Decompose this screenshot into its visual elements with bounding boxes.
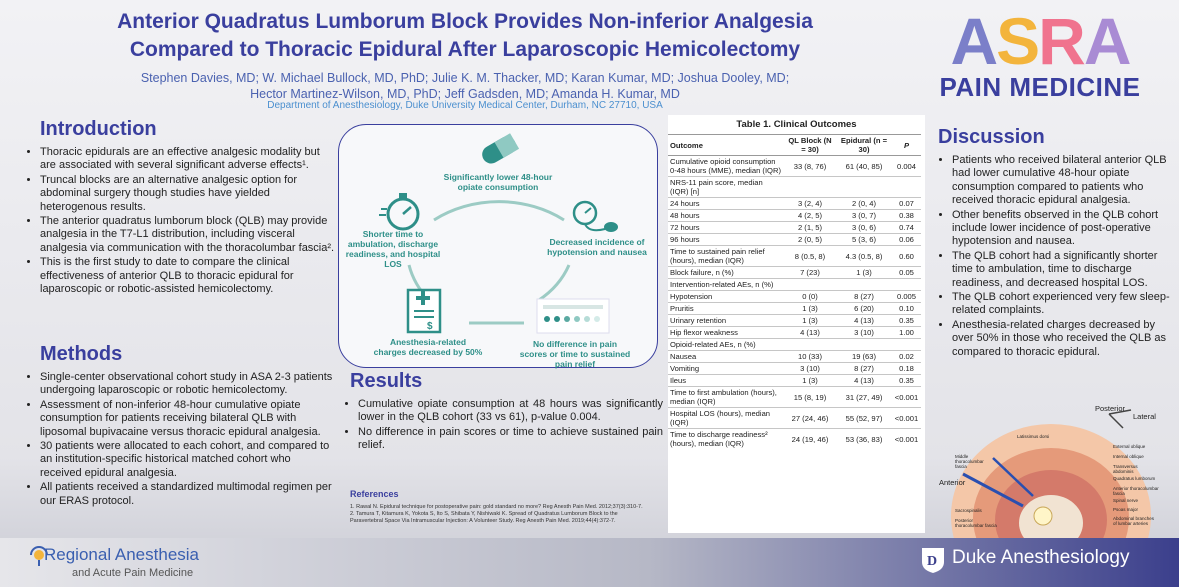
epidural-cell: 19 (63) (851, 352, 877, 361)
outcome-cell: 48 hours (670, 211, 700, 220)
invoice-icon (405, 287, 445, 337)
outcome-cell: Time to sustained pain relief (hours), median (IQR) (670, 247, 765, 265)
epidural-cell: 5 (3, 6) (851, 235, 877, 244)
outcome-cell: Hypotension (670, 292, 713, 301)
diagram-right-label: Decreased incidence of hypotension and nausea (547, 237, 647, 257)
table-row (668, 177, 921, 198)
header-outcome: Outcome (670, 140, 703, 150)
footer-right-text: Duke Anesthesiology (952, 547, 1130, 568)
p-value-cell (892, 279, 921, 291)
epidural-cell: 4 (13) (854, 316, 874, 325)
discussion-bullet: • The QLB cohort experienced very few sleep-related complaints. (952, 291, 1174, 318)
outcome-cell: Opioid-related AEs, n (%) (670, 340, 756, 349)
epidural-cell: 8 (27) (854, 364, 874, 373)
anatomy-label: Posterior thoracolumbar fascia (955, 518, 997, 528)
outcome-cell: NRS-11 pain score, median (IQR) [n] (670, 178, 763, 196)
table-row (668, 351, 921, 363)
outcome-cell: Cumulative opioid consumption 0-48 hours (MME), median (IQR) (670, 157, 781, 175)
diagram-top-label: Significantly lower 48-hour opiate consumption (443, 172, 553, 192)
p-value-cell: 0.005 (896, 292, 916, 301)
outcome-cell: 72 hours (670, 223, 700, 232)
title-line-2: Compared to Thoracic Epidural After Laparoscopic Hemicolectomy (129, 38, 801, 61)
header-qlb: QL Block (N = 30) (788, 136, 832, 154)
discussion-bullet: • The QLB cohort had a significantly shorter time to ambulation, time to discharge readiness, and decreased hospital LOS. (952, 250, 1174, 290)
table-row (668, 246, 921, 267)
anatomy-label: Abdominal branches of lumbar arteries (1113, 516, 1155, 526)
asra-letter-s: S (996, 4, 1039, 78)
qlb-cell: 4 (2, 5) (797, 211, 823, 220)
footer-right (952, 547, 1129, 569)
discussion-bullet: • Other benefits observed in the QLB cohort include lower incidence of post-operative hypotension and nausea. (952, 209, 1174, 249)
epidural-cell: 31 (27, 49) (845, 392, 883, 402)
epidural-cell: 3 (0, 7) (851, 211, 877, 220)
anatomy-label: Quadratus lumborum (1113, 476, 1156, 481)
pain-scale-icon (535, 297, 611, 337)
anatomy-illustration (933, 398, 1159, 538)
epidural-cell: 3 (0, 6) (851, 223, 877, 232)
reference-item: 2. Tamura T, Kitamura K, Yokota S, Ito S, Shibata Y, Nishiwaki K. Spread of Quadratus Lumborum Block to the Paravertebral Space Via Intramuscular Injection: A Volunteer Study. Reg Anesth Pain Med. 2019;44(4):372-7. (350, 511, 618, 524)
table-row (668, 363, 921, 375)
table-row (668, 279, 921, 291)
anatomy-label: Psoas major (1113, 507, 1139, 512)
table-row (668, 291, 921, 303)
qlb-cell (784, 177, 836, 198)
lateral-label: Lateral (1133, 412, 1156, 421)
author-line-2: Hector Martinez-Wilson, MD, PhD; Jeff Gadsden, MD; Amanda H. Kumar, MD (250, 87, 680, 101)
table-row (668, 156, 921, 177)
epidural-cell: 4.3 (0.5, 8) (845, 251, 883, 261)
methods-bullet: • Assessment of non-inferior 48-hour cumulative opiate consumption for patients receiving bilateral QLB with liposomal bupivacaine versus thoracic epidural analgesia. (40, 399, 335, 439)
footer-left-title-text: Regional Anesthesia (44, 545, 200, 564)
diagram-bottom-left-label: Anesthesia-related charges decreased by 50% (373, 337, 483, 357)
table-row (668, 198, 921, 210)
discussion-heading: Discussion (938, 126, 1045, 148)
table-row (668, 267, 921, 279)
results-heading: Results (350, 370, 423, 392)
anterior-label: Anterior (939, 478, 966, 487)
clinical-outcomes-table (668, 134, 921, 449)
epidural-cell: 53 (36, 83) (845, 434, 883, 444)
qlb-cell: 2 (1, 5) (797, 223, 823, 232)
svg-text:D: D (927, 554, 938, 569)
table-header-row (668, 135, 921, 156)
qlb-cell: 8 (0.5, 8) (794, 251, 826, 261)
qlb-cell: 3 (10) (800, 364, 820, 373)
qlb-cell: 7 (23) (800, 268, 820, 277)
asra-subtitle: PAIN MEDICINE (939, 72, 1141, 102)
epidural-cell (836, 339, 892, 351)
footer-left-title (44, 545, 199, 565)
asra-logo (925, 4, 1155, 78)
table-body (668, 156, 921, 450)
p-value-cell: 0.02 (899, 352, 914, 361)
blood-pressure-icon (571, 199, 621, 235)
department: Department of Anesthesiology, Duke University Medical Center, Durham, NC 27710, USA (267, 100, 663, 111)
outcome-cell: Block failure, n (%) (670, 268, 734, 277)
p-value-cell: 0.60 (899, 251, 914, 261)
asra-letter-r: R (1038, 4, 1084, 78)
anatomy-label: Internal oblique (1113, 454, 1144, 459)
results-list (342, 398, 663, 454)
epidural-cell: 1 (3) (856, 268, 872, 277)
outcomes-diagram (338, 124, 658, 368)
table-row (668, 327, 921, 339)
svg-text:$: $ (427, 321, 433, 332)
epidural-cell: 55 (52, 97) (845, 413, 883, 423)
qlb-cell: 27 (24, 46) (791, 413, 829, 423)
table-row (668, 429, 921, 450)
table-row (668, 222, 921, 234)
intro-bullet: • The anterior quadratus lumborum block (QLB) may provide analgesia in the T7-L1 distribution, including visceral analgesia via communication with the thoracolumbar fascia². (40, 215, 335, 255)
methods-bullet: • 30 patients were allocated to each cohort, and compared to an institution-specific historical matched cohort who received epidural analgesia. (40, 440, 335, 480)
header-p: P (903, 140, 910, 150)
qlb-cell: 1 (3) (802, 316, 818, 325)
table-row (668, 408, 921, 429)
references-list (350, 504, 650, 525)
p-value-cell: 0.004 (896, 161, 916, 171)
title-line-1: Anterior Quadratus Lumborum Block Provides Non-inferior Analgesia (117, 10, 813, 33)
methods-bullet: • All patients received a standardized multimodal regimen per our ERAS protocol. (40, 481, 335, 508)
outcome-cell: Hospital LOS (hours), median (IQR) (670, 409, 771, 427)
discussion-list (936, 154, 1174, 360)
outcome-cell: Urinary retention (670, 316, 727, 325)
outcome-cell: Intervention-related AEs, n (%) (670, 280, 774, 289)
diagram-left-label: Shorter time to ambulation, discharge readiness, and hospital LOS (345, 229, 441, 269)
p-value-cell: 0.74 (899, 223, 914, 232)
p-value-cell: 0.18 (899, 364, 914, 373)
p-value-cell: 0.10 (899, 304, 914, 313)
outcome-cell: Pruritis (670, 304, 694, 313)
results-bullet: • No difference in pain scores or time to achieve sustained pain relief. (358, 426, 663, 453)
qlb-cell: 24 (19, 46) (791, 434, 829, 444)
poster-title (90, 8, 840, 64)
table-row (668, 315, 921, 327)
posterior-label: Posterior (1095, 404, 1126, 413)
p-value-cell: 1.00 (899, 328, 914, 337)
qlb-cell: 2 (0, 5) (797, 235, 823, 244)
table-row (668, 210, 921, 222)
outcome-cell: Nausea (670, 352, 697, 361)
table-row (668, 339, 921, 351)
references-heading: References (350, 489, 399, 499)
diagram-bottom-right-label: No difference in pain scores or time to sustained pain relief (519, 339, 631, 369)
discussion-bullet: • Anesthesia-related charges decreased by over 50% in those who received the QLB as compared to thoracic epidural. (952, 319, 1174, 359)
methods-bullet: • Single-center observational cohort study in ASA 2-3 patients undergoing laparoscopic or robotic hemicolectomy. (40, 371, 335, 398)
introduction-list (24, 146, 335, 297)
anatomy-label: Sacrospinalis (955, 508, 982, 513)
footer-left-subtitle: and Acute Pain Medicine (72, 567, 194, 579)
epidural-cell: 61 (40, 85) (845, 161, 883, 171)
qlb-cell: 15 (8, 19) (793, 392, 827, 402)
anatomy-label: Latissimus dorsi (1017, 434, 1050, 439)
p-value-cell: <0.001 (894, 392, 919, 402)
clinical-outcomes-table-panel (668, 115, 925, 533)
qlb-cell: 4 (13) (800, 328, 820, 337)
outcome-cell: Hip flexor weakness (670, 328, 738, 337)
p-value-cell: 0.35 (899, 316, 914, 325)
qlb-cell: 0 (0) (802, 292, 818, 301)
p-value-cell: 0.07 (899, 199, 914, 208)
asra-letter-a2: A (1083, 4, 1130, 78)
epidural-cell (836, 279, 892, 291)
epidural-cell (836, 177, 892, 198)
p-value-cell: <0.001 (894, 413, 919, 423)
author-line-1: Stephen Davies, MD; W. Michael Bullock, MD, PhD; Julie K. M. Thacker, MD; Karan Kumar, MD; Joshua Dooley, MD; (140, 71, 790, 85)
outcome-cell: Vomiting (670, 364, 700, 373)
outcome-cell: Time to discharge readiness² (hours), median (IQR) (670, 430, 768, 448)
methods-heading: Methods (40, 343, 123, 365)
header-epidural: Epidural (n = 30) (840, 136, 888, 154)
qlb-cell: 3 (2, 4) (797, 199, 823, 208)
table-row (668, 234, 921, 246)
outcome-cell: Time to first ambulation (hours), median (IQR) (670, 388, 777, 406)
methods-list (24, 371, 335, 509)
epidural-cell: 4 (13) (854, 376, 874, 385)
anatomy-label: Transversus abdominis (1113, 464, 1138, 474)
outcome-cell: 96 hours (670, 235, 700, 244)
qlb-cell: 10 (33) (797, 352, 823, 361)
intro-bullet: • This is the first study to date to compare the clinical effectiveness of anterior QLB to thoracic epidural for laparoscopic or robotic-assisted hemicolectomy. (40, 256, 335, 296)
table-caption: Table 1. Clinical Outcomes (736, 119, 857, 130)
qlb-cell (784, 279, 836, 291)
anatomy-label: Anterior thoracolumbar fascia (1113, 486, 1159, 496)
introduction-heading: Introduction (40, 118, 157, 140)
epidural-cell: 2 (0, 4) (851, 199, 877, 208)
outcome-cell: 24 hours (670, 199, 700, 208)
discussion-bullet: • Patients who received bilateral anterior QLB had lower cumulative 48-hour opiate consumption compared to patients who received thoracic epidural analgesia. (952, 154, 1174, 208)
table-row (668, 387, 921, 408)
qlb-cell: 33 (8, 76) (793, 161, 827, 171)
p-value-cell (892, 339, 921, 351)
results-bullet: • Cumulative opiate consumption at 48 hours was significantly lower in the QLB cohort (33 vs 61), p-value 0.004. (358, 398, 663, 425)
table-row (668, 375, 921, 387)
epidural-cell: 3 (10) (854, 328, 874, 337)
qlb-cell: 1 (3) (802, 304, 818, 313)
reference-item: 1. Rawal N. Epidural technique for postoperative pain: gold standard no more? Reg Anesth Pain Med. 2012;37(3):310-7. (350, 504, 643, 510)
qlb-cell (784, 339, 836, 351)
qlb-cell: 1 (3) (802, 376, 818, 385)
intro-bullet: • Truncal blocks are an alternative analgesic option for abdominal surgery though studies have yielded heterogenous results. (40, 174, 335, 214)
p-value-cell (892, 177, 921, 198)
p-value-cell: 0.05 (899, 268, 914, 277)
duke-shield-icon (920, 546, 946, 574)
p-value-cell: 0.35 (899, 376, 914, 385)
anatomy-label: Spinal nerve (1113, 498, 1139, 503)
outcome-cell: Ileus (670, 376, 687, 385)
epidural-cell: 8 (27) (854, 292, 874, 301)
table-row (668, 303, 921, 315)
p-value-cell: 0.38 (899, 211, 914, 220)
p-value-cell: 0.06 (899, 235, 914, 244)
epidural-cell: 6 (20) (854, 304, 874, 313)
anatomy-label: External oblique (1113, 444, 1146, 449)
author-list (100, 70, 830, 102)
anatomy-label: Middle thoracolumbar fascia (955, 454, 984, 469)
p-value-cell: <0.001 (894, 434, 919, 444)
intro-bullet: • Thoracic epidurals are an effective analgesic modality but are associated with several significant adverse effects¹. (40, 146, 335, 173)
pill-icon (477, 131, 521, 169)
asra-letter-a1: A (950, 4, 997, 78)
